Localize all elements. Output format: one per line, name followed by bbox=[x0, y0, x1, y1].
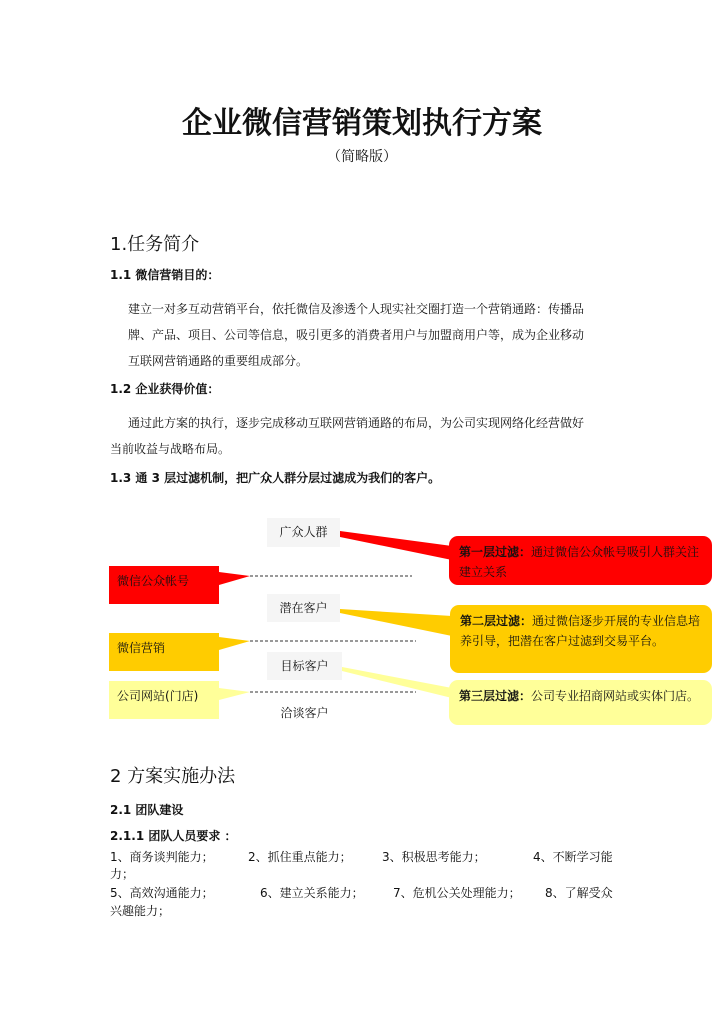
channel-box: 微信营销 bbox=[109, 633, 219, 671]
requirement-item: 2、抓住重点能力； bbox=[248, 850, 352, 864]
callout-pointer bbox=[340, 531, 452, 560]
callout-pointer bbox=[340, 609, 452, 636]
requirement-item: 8、了解受众 bbox=[545, 886, 613, 900]
paragraph-line: 当前收益与战略布局。 bbox=[110, 442, 231, 456]
section-2-heading: 2 方案实施办法 bbox=[110, 766, 236, 787]
requirement-item: 7、危机公关处理能力； bbox=[393, 886, 521, 900]
requirement-item: 3、积极思考能力； bbox=[382, 850, 486, 864]
filter-label: 第一层过滤： bbox=[459, 545, 532, 559]
requirement-item: 5、高效沟通能力； bbox=[110, 886, 214, 900]
stage-box: 潜在客户 bbox=[267, 594, 340, 622]
section-2-1-heading: 2.1 团队建设 bbox=[110, 803, 184, 817]
filter-text: 通过微信逐步开展的专业信息培养引导，把潜在客户过滤到交易平台。 bbox=[460, 614, 701, 648]
paragraph-line: 建立一对多互动营销平台，依托微信及渗透个人现实社交圈打造一个营销通路：传播品 bbox=[128, 302, 585, 316]
filter-label: 第二层过滤： bbox=[460, 614, 533, 628]
stage-box: 目标客户 bbox=[267, 652, 342, 680]
callout-pointer bbox=[219, 688, 250, 700]
channel-box: 公司网站(门店) bbox=[109, 681, 219, 719]
requirement-item: 力； bbox=[110, 867, 135, 881]
section-2-1-1-heading: 2.1.1 团队人员要求 ： bbox=[110, 829, 237, 843]
stage-label: 洽谈客户 bbox=[280, 706, 329, 720]
callout-pointer bbox=[342, 667, 452, 698]
callout-pointer bbox=[219, 637, 250, 650]
filter-callout-2 bbox=[450, 605, 712, 673]
filter-text: 公司专业招商网站或实体门店。 bbox=[531, 689, 700, 703]
paragraph-line: 互联网营销通路的重要组成部分。 bbox=[128, 354, 309, 368]
section-1-3-heading: 1.3 通 3 层过滤机制，把广众人群分层过滤成为我们的客户。 bbox=[110, 471, 441, 485]
callout-pointer bbox=[219, 572, 250, 585]
section-1-1-heading: 1.1 微信营销目的： bbox=[110, 268, 220, 282]
requirement-item: 1、商务谈判能力； bbox=[110, 850, 214, 864]
channel-box: 微信公众帐号 bbox=[109, 566, 219, 604]
section-1-heading: 1.任务简介 bbox=[110, 234, 200, 255]
requirement-item: 6、建立关系能力； bbox=[260, 886, 364, 900]
paragraph-line: 通过此方案的执行，逐步完成移动互联网营销通路的布局，为公司实现网络化经营做好 bbox=[128, 416, 585, 430]
section-1-2-heading: 1.2 企业获得价值： bbox=[110, 382, 220, 396]
paragraph-line: 牌、产品、项目、公司等信息，吸引更多的消费者用户与加盟商用户等，成为企业移动 bbox=[128, 328, 585, 342]
requirement-item: 4、不断学习能 bbox=[533, 850, 613, 864]
filter-text: 通过微信公众帐号吸引人群关注建立关系 bbox=[459, 545, 700, 579]
stage-box: 广众人群 bbox=[267, 518, 340, 547]
filter-callout-3 bbox=[449, 680, 712, 725]
document-title: 企业微信营销策划执行方案 bbox=[182, 106, 542, 141]
requirement-item: 兴趣能力； bbox=[110, 904, 171, 918]
filter-callout-1 bbox=[449, 536, 712, 585]
document-subtitle: （简略版） bbox=[327, 149, 397, 165]
filter-label: 第三层过滤： bbox=[459, 689, 532, 703]
